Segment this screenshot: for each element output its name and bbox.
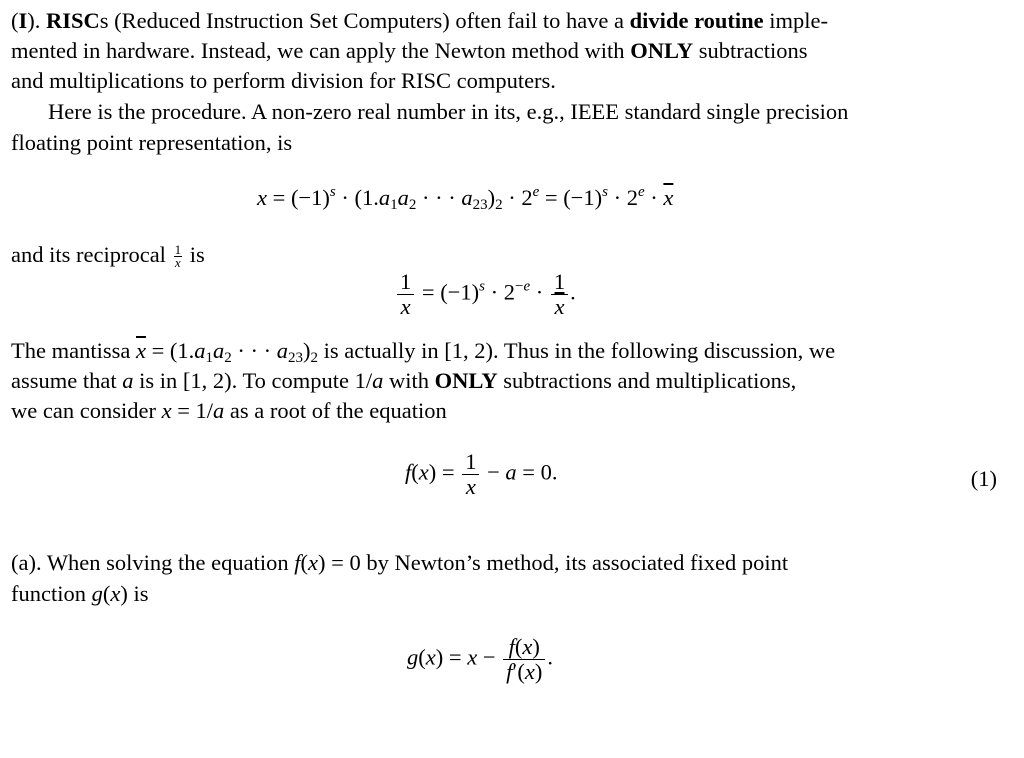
paragraph-3-line-1: The mantissa $\overline{x} = (1.a_1a_2$ · · · $a_{23})_2$ is actually in [1, 2). Thus in the following discussion, we bbox=[11, 338, 836, 366]
paragraph-4-line-1: (a). When solving the equation f(x) = 0 by Newton’s method, its associated fixed point bbox=[11, 550, 789, 575]
equation-1: f(x) = $\frac{1}{x}$ − a = 0. bbox=[405, 449, 558, 499]
fixed-point-equation: g(x) = x − $\frac{f(x)}{f'(x)}$ . bbox=[407, 634, 553, 684]
paragraph-3-line-2: assume that a is in [1, 2). To compute 1/a with ONLY subtractions and multiplications, bbox=[11, 368, 797, 393]
paragraph-1-line-3: and multiplications to perform division for RISC computers. bbox=[11, 68, 556, 93]
paragraph-2-line-1: Here is the procedure. A non-zero real number in its, e.g., IEEE standard single precision bbox=[48, 99, 849, 124]
float-representation-equation: $x = (-1)^s \cdot (1.a_1a_2$ · · · $a_{23})_2 \cdot 2^e = (-1)^s \cdot 2^e \cdot \overline{x}$ bbox=[257, 184, 674, 213]
reciprocal-equation: $\frac{1}{x}$ = $(-1)^s \cdot 2^{-e}$ · $\frac{1}{x}$ . bbox=[395, 270, 576, 319]
paragraph-2-line-2: floating point representation, is bbox=[11, 130, 293, 155]
reciprocal-intro-line: and its reciprocal $\frac{1}{x}$ is bbox=[11, 242, 205, 271]
equation-number: (1) bbox=[970, 466, 997, 491]
paragraph-1-line-1: (I). RISCs (Reduced Instruction Set Computers) often fail to have a divide routine imple- bbox=[11, 8, 829, 33]
paragraph-4-line-2: function g(x) is bbox=[11, 581, 149, 606]
paragraph-3-line-3: we can consider x = 1/a as a root of the equation bbox=[11, 398, 447, 423]
paragraph-1-line-2: mented in hardware. Instead, we can apply the Newton method with ONLY subtractions bbox=[11, 38, 808, 63]
reciprocal-inline-fraction: $\frac{1}{x}$ bbox=[174, 242, 182, 271]
